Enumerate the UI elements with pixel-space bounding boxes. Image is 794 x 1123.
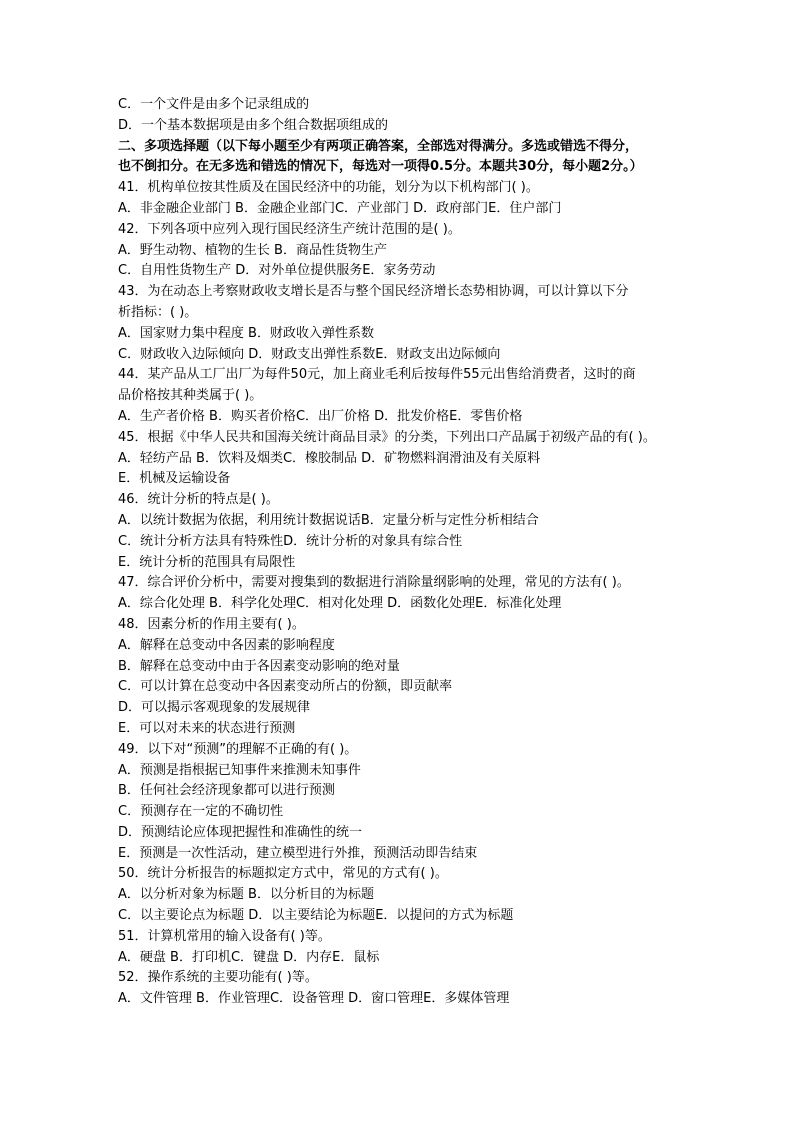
text-line: A．预测是指根据已知事件来推测未知事件 <box>118 762 361 778</box>
text-line: C．以主要论点为标题 D．以主要结论为标题E．以提问的方式为标题 <box>118 908 514 924</box>
text-line: A．国家财力集中程度 B．财政收入弹性系数 <box>118 325 374 341</box>
text-line: 48．因素分析的作用主要有( )。 <box>118 616 305 632</box>
text-line: A．解释在总变动中各因素的影响程度 <box>118 637 335 653</box>
text-line: C．自用性货物生产 D．对外单位提供服务E．家务劳动 <box>118 263 436 279</box>
text-line: 析指标：( )。 <box>118 304 198 320</box>
text-line: E．预测是一次性活动，建立模型进行外推，预测活动即告结束 <box>118 845 478 861</box>
text-line: A．硬盘 B．打印机C．键盘 D．内存E．鼠标 <box>118 949 380 965</box>
text-line: C．统计分析方法具有特殊性D．统计分析的对象具有综合性 <box>118 533 463 549</box>
text-line: E．可以对未来的状态进行预测 <box>118 720 296 736</box>
text-line: B．任何社会经济现象都可以进行预测 <box>118 783 335 799</box>
text-line: A．综合化处理 B．科学化处理C．相对化处理 D．函数化处理E．标准化处理 <box>118 596 562 612</box>
text-line: 44．某产品从工厂出厂为每件50元，加上商业毛利后按每件55元出售给消费者，这时的商 <box>118 367 636 383</box>
text-line: A．非金融企业部门 B．金融企业部门C．产业部门 D．政府部门E．住户部门 <box>118 200 562 216</box>
text-line: C．预测存在一定的不确切性 <box>118 804 284 820</box>
text-line: 43．为在动态上考察财政收支增长是否与整个国民经济增长态势相协调，可以计算以下分 <box>118 284 629 300</box>
text-line: C．财政收入边际倾向 D．财政支出弹性系数E．财政支出边际倾向 <box>118 346 501 362</box>
text-line: 49．以下对“预测”的理解不正确的有( )。 <box>118 741 358 757</box>
text-line: 50．统计分析报告的标题拟定方式中，常见的方式有( )。 <box>118 866 448 882</box>
text-line: D．可以揭示客观现象的发展规律 <box>118 700 311 716</box>
text-line: A．生产者价格 B．购买者价格C．出厂价格 D．批发价格E．零售价格 <box>118 408 523 424</box>
text-line: 52．操作系统的主要功能有( )等。 <box>118 970 318 986</box>
text-line: A．以分析对象为标题 B．以分析目的为标题 <box>118 887 374 903</box>
section-heading-line: 二、多项选择题（以下每小题至少有两项正确答案，全部选对得满分。多选或错选不得分， <box>118 138 639 154</box>
text-line: 47．综合评价分析中，需要对搜集到的数据进行消除量纲影响的处理，常见的方法有( )。 <box>118 575 630 591</box>
text-line: 46．统计分析的特点是( )。 <box>118 492 279 508</box>
text-line: 42．下列各项中应列入现行国民经济生产统计范围的是( )。 <box>118 221 461 237</box>
text-line: B．解释在总变动中由于各因素变动影响的绝对量 <box>118 658 400 674</box>
text-line: 45．根据《中华人民共和国海关统计商品目录》的分类，下列出口产品属于初级产品的有( )。 <box>118 429 656 445</box>
text-line: A．野生动物、植物的生长 B．商品性货物生产 <box>118 242 387 258</box>
text-line: C．可以计算在总变动中各因素变动所占的份额，即贡献率 <box>118 679 453 695</box>
section-heading-line: 也不倒扣分。在无多选和错选的情况下，每选对一项得0.5分。本题共30分，每小题2分。） <box>118 159 643 175</box>
document-body <box>118 95 718 1010</box>
text-line: A．轻纺产品 B．饮料及烟类C．橡胶制品 D．矿物燃料润滑油及有关原料 <box>118 450 541 466</box>
text-line: 41．机构单位按其性质及在国民经济中的功能，划分为以下机构部门( )。 <box>118 180 539 196</box>
text-line: A．文件管理 B．作业管理C．设备管理 D．窗口管理E．多媒体管理 <box>118 991 510 1007</box>
text-line: D．一个基本数据项是由多个组合数据项组成的 <box>118 117 389 133</box>
text-line: 品价格按其种类属于( )。 <box>118 388 263 404</box>
text-line: D．预测结论应体现把握性和准确性的统一 <box>118 824 363 840</box>
text-line: E．统计分析的范围具有局限性 <box>118 554 296 570</box>
text-line: E．机械及运输设备 <box>118 471 231 487</box>
text-line: 51．计算机常用的输入设备有( )等。 <box>118 928 331 944</box>
text-line: C．一个文件是由多个记录组成的 <box>118 97 310 112</box>
text-line: A．以统计数据为依据，利用统计数据说话B．定量分析与定性分析相结合 <box>118 512 539 528</box>
